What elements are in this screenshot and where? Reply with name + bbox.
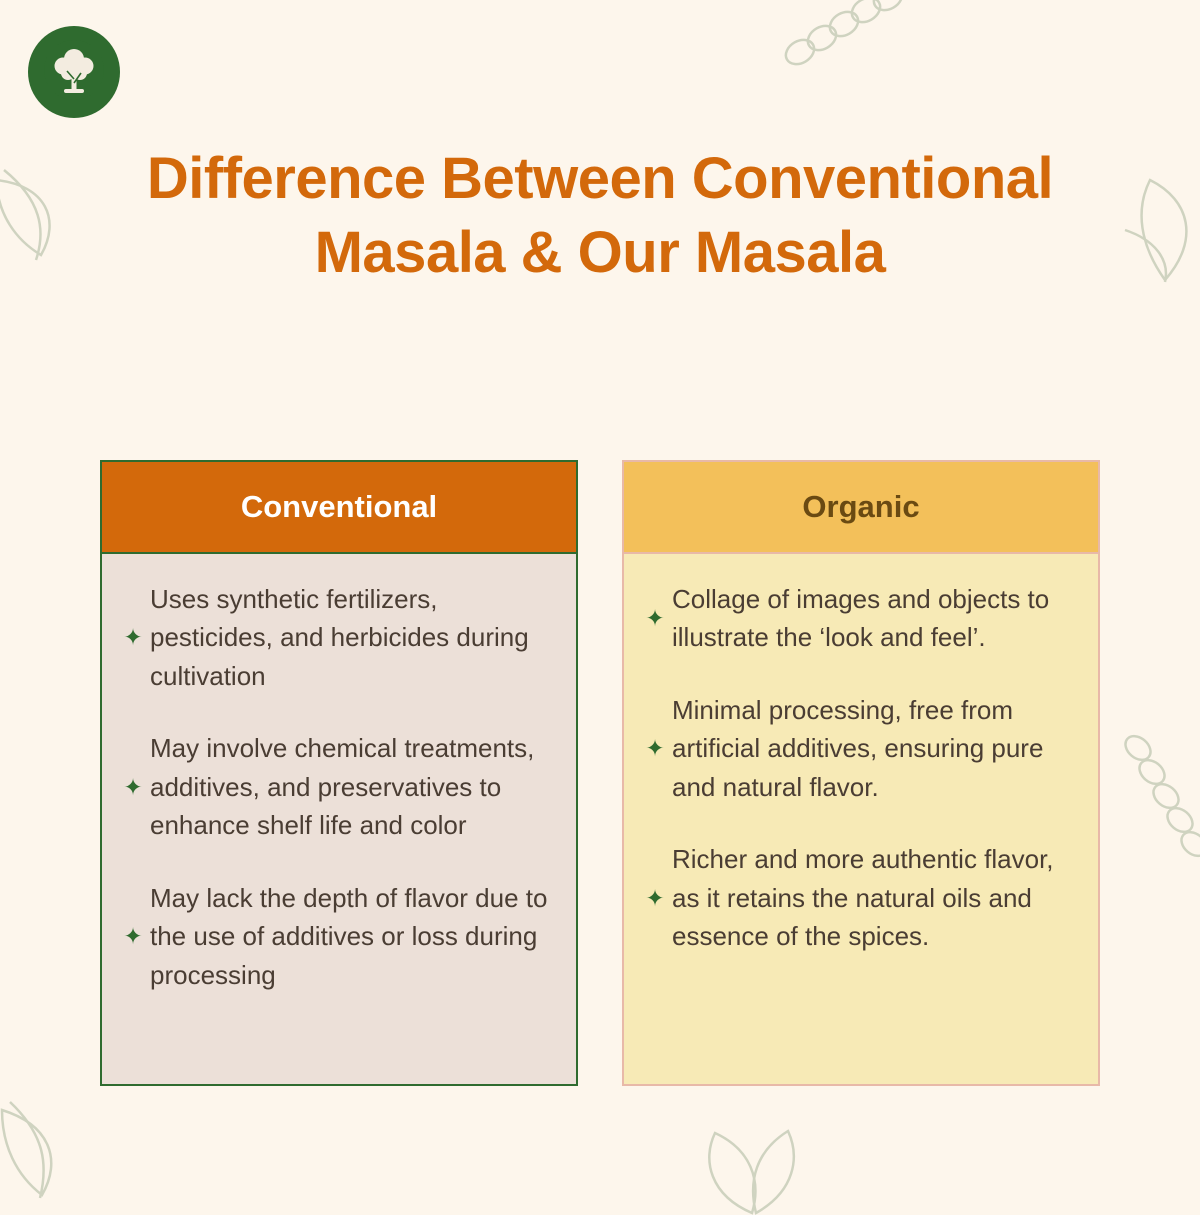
list-item: [116, 729, 558, 844]
diamond-bullet-icon: ✦: [645, 884, 665, 911]
list-item: [638, 840, 1080, 955]
column-organic-header: [624, 462, 1098, 554]
column-conventional-title: Conventional: [240, 489, 438, 524]
page-title: Difference Between Conventional Masala & Our Masala: [146, 146, 1054, 286]
list-item-text: May lack the depth of flavor due to the use of additives or loss during processing: [150, 882, 548, 990]
column-organic-body: [624, 554, 1098, 1084]
list-item: [638, 580, 1080, 657]
diamond-bullet-icon: ✦: [123, 773, 143, 800]
list-item-text: Richer and more authentic flavor, as it retains the natural oils and essence of the spices.: [672, 844, 1054, 952]
decorative-leaf-bottom-left: [0, 1090, 110, 1210]
diamond-bullet-icon: ✦: [645, 604, 665, 631]
diamond-bullet-icon: ✦: [645, 735, 665, 762]
column-conventional-body: [102, 554, 576, 1084]
column-organic-title: Organic: [802, 489, 920, 524]
list-item: [116, 879, 558, 994]
comparison-columns: [100, 460, 1100, 1086]
page-title-wrap: [0, 142, 1200, 290]
brand-logo: [28, 26, 120, 118]
decorative-leaf-right-lower: [1118, 730, 1200, 870]
list-item-text: Uses synthetic fertilizers, pesticides, and herbicides during cultivation: [150, 584, 529, 691]
decorative-leaf-bottom-center: [690, 1125, 820, 1215]
column-organic: [622, 460, 1100, 1086]
diamond-bullet-icon: ✦: [123, 624, 143, 651]
list-item-text: Minimal processing, free from artificial additives, ensuring pure and natural flavor.: [672, 694, 1044, 802]
column-conventional-header: [102, 462, 576, 554]
list-item: [116, 580, 558, 695]
decorative-leaf-top-right: [780, 0, 920, 80]
list-item: [638, 691, 1080, 806]
list-item-text: Collage of images and objects to illustrate the ‘look and feel’.: [672, 584, 1050, 653]
column-conventional: [100, 460, 578, 1086]
list-item-text: May involve chemical treatments, additives, and preservatives to enhance shelf life and color: [150, 733, 535, 841]
diamond-bullet-icon: ✦: [123, 923, 143, 950]
tree-in-circle-icon: [43, 39, 105, 106]
